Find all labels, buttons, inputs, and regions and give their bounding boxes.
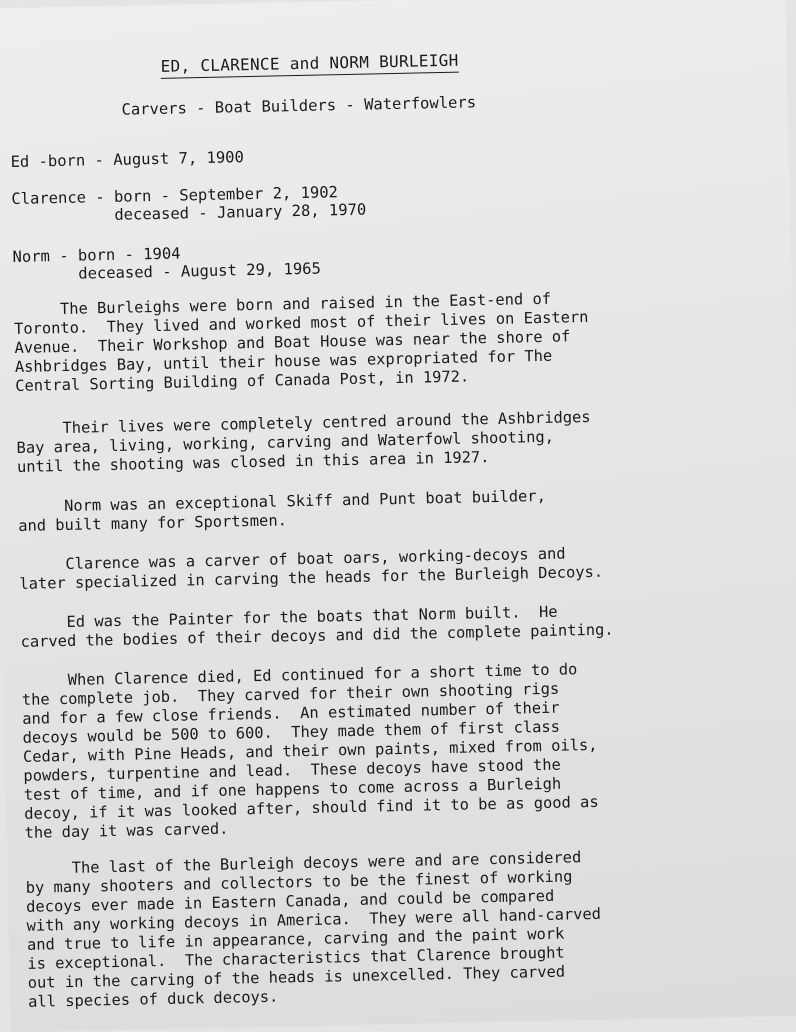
- document-subtitle: Carvers - Boat Builders - Waterfowlers: [121, 93, 477, 119]
- clarence-birth-line: Clarence - born - September 2, 1902: [11, 183, 339, 209]
- paragraph-burleigh-origins: The Burleighs were born and raised in the East-end of Toronto. They lived and worked most of their lives on Eastern Avenue. Their Workshop and Boat House was near the shore of Ashbridges Bay, until their house was expropriated for The Central Sorting Building of Canada Post, in 1972.: [13, 289, 589, 395]
- paragraph-norm: Norm was an exceptional Skiff and Punt boat builder, and built many for Sportsmen.: [17, 486, 547, 535]
- paragraph-clarence: Clarence was a carver of boat oars, working-decoys and later specialized in carving the heads for the Burleigh Decoys.: [18, 544, 604, 593]
- norm-death-line: deceased - August 29, 1965: [12, 259, 322, 285]
- paragraph-decoy-legacy: The last of the Burleigh decoys were and are considered by many shooters and collectors to be the finest of working decoys ever made in Eastern Canada, and could be compared with any working decoys in America. They were all hand-carved and true to life in appearance, carving and the paint work is exceptional. The characteristics that Clarence brought out in the carving of the heads is unexcelled. They carved all species of duck decoys.: [25, 848, 602, 1011]
- paragraph-decoy-production: When Clarence died, Ed continued for a short time to do the complete job. They carved for their own shooting rigs and for a few close friends. An estimated number of their decoys would be 500 to 600. They made them of first class Cedar, with Pine Heads, and their own paints, mixed from oils, powders, turpentine and lead. These decoys have stood the test of time, and if one happens to come across a Burleigh decoy, if it was looked after, should find it to be as good as the day it was carved.: [21, 660, 599, 842]
- clarence-death-line: deceased - January 28, 1970: [11, 200, 367, 227]
- paragraph-ed: Ed was the Painter for the boats that Norm built. He carved the bodies of their decoys and did the complete painting.: [20, 602, 614, 651]
- paragraph-ashbridges-bay: Their lives were completely centred around the Ashbridges Bay area, living, working, carving and Waterfowl shooting, until the shooting was closed in this area in 1927.: [15, 407, 591, 476]
- ed-birth-line: Ed -born - August 7, 1900: [10, 148, 245, 172]
- document-title: ED, CLARENCE and NORM BURLEIGH: [160, 51, 458, 79]
- norm-birth-line: Norm - born - 1904: [12, 244, 181, 267]
